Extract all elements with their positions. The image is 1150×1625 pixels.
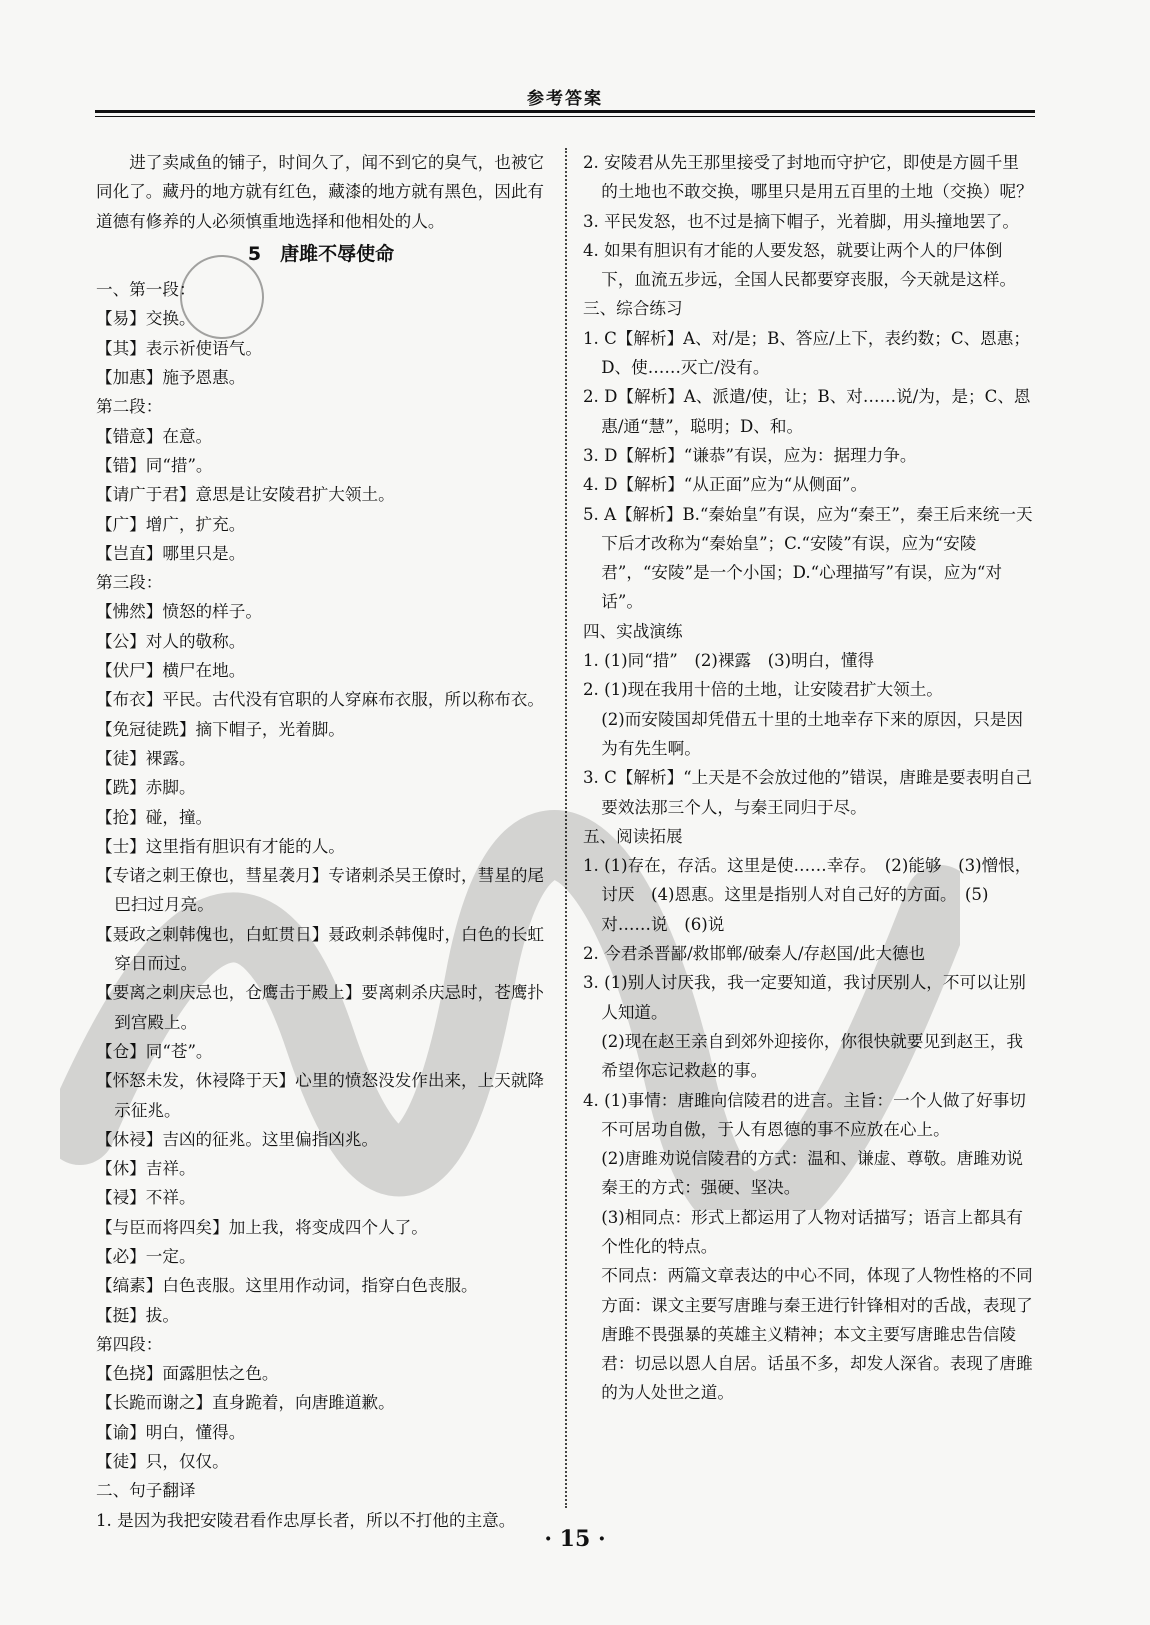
left-paragraph: 第四段： bbox=[96, 1334, 163, 1354]
left-paragraph: 【徒】只，仅仅。 bbox=[96, 1452, 229, 1472]
left-paragraph: 二、句子翻译 bbox=[96, 1481, 196, 1501]
left-paragraph: 【错意】在意。 bbox=[96, 426, 213, 446]
left-paragraph: 【广】增广，扩充。 bbox=[96, 514, 246, 534]
right-paragraph: 2. 今君杀晋鄙/救邯郸/破秦人/存赵国/此大德也 bbox=[583, 944, 926, 964]
left-paragraph: 【怀怒未发，休祲降于天】心里的愤怒没发作出来，上天就降示征兆。 bbox=[96, 1071, 545, 1120]
left-paragraph: 【抢】碰，撞。 bbox=[96, 807, 213, 827]
page-number: · 15 · bbox=[544, 1526, 606, 1552]
left-paragraph: 【伏尸】横尸在地。 bbox=[96, 661, 246, 681]
page-header bbox=[95, 78, 1035, 120]
right-paragraph: 2. D【解析】A、派遣/使，让；B、对……说/为，是；C、恩惠/通“慧”，聪明；D、和。 bbox=[583, 387, 1031, 436]
right-paragraph: 1. (1)同“措” (2)裸露 (3)明白，懂得 bbox=[583, 651, 875, 671]
right-paragraph: 4. 如果有胆识有才能的人要发怒，就要让两个人的尸体倒下，血流五步远，全国人民都要穿丧服，今天就是这样。 bbox=[583, 240, 1017, 290]
left-paragraph: 进了卖咸鱼的铺子，时间久了，闻不到它的臭气，也被它同化了。藏丹的地方就有红色，藏漆的地方就有黑色，因此有道德有修养的人必须慎重地选择和他相处的人。 bbox=[96, 153, 545, 231]
right-paragraph: 3. C【解析】“上天是不会放过他的”错误，唐雎是要表明自己要效法那三个人，与秦王同归于尽。 bbox=[583, 768, 1033, 817]
watermark-graphic bbox=[60, 780, 960, 1210]
left-paragraph: 【长跪而谢之】直身跪着，向唐雎道歉。 bbox=[96, 1393, 395, 1413]
left-paragraph: 【易】交换。 bbox=[96, 309, 196, 329]
left-paragraph: 【怫然】愤怒的样子。 bbox=[96, 602, 262, 622]
left-paragraph: 【聂政之刺韩傀也，白虹贯日】聂政刺杀韩傀时，白色的长虹穿日而过。 bbox=[96, 924, 545, 974]
left-paragraph: 第二段： bbox=[96, 397, 163, 417]
left-paragraph: 【色挠】面露胆怯之色。 bbox=[96, 1364, 279, 1384]
left-paragraph: 【请广于君】意思是让安陵君扩大领土。 bbox=[96, 485, 395, 505]
left-paragraph: 【专诸之刺王僚也，彗星袭月】专诸刺杀吴王僚时，彗星的尾巴扫过月亮。 bbox=[96, 866, 545, 915]
left-paragraph: 【岂直】哪里只是。 bbox=[96, 543, 246, 563]
header-rule-thin bbox=[95, 116, 1035, 117]
right-paragraph: 3. D【解析】“谦恭”有误，应为：据理力争。 bbox=[583, 445, 917, 465]
right-paragraph: 不同点：两篇文章表达的中心不同，体现了人物性格的不同方面：课文主要写唐雎与秦王进行针锋相对的舌战，表现了唐雎不畏强暴的英雄主义精神；本文主要写唐雎忠告信陵君：切忌以恩人自居。话虽不多，却发人深省。表现了唐雎的为人处世之道。 bbox=[601, 1266, 1033, 1403]
left-paragraph: 一、第一段： bbox=[96, 280, 196, 300]
left-paragraph: 【缟素】白色丧服。这里用作动词，指穿白色丧服。 bbox=[96, 1276, 478, 1296]
right-paragraph: 1. C【解析】A、对/是；B、答应/上下，表约数；C、恩惠；D、使……灭亡/没有。 bbox=[583, 328, 1030, 378]
right-paragraph: 3. (1)别人讨厌我，我一定要知道，我讨厌别人，不可以让别人知道。 bbox=[583, 973, 1026, 1022]
right-paragraph: 3. 平民发怒，也不过是摘下帽子，光着脚，用头撞地罢了。 bbox=[583, 211, 1019, 231]
right-paragraph: 5. A【解析】B.“秦始皇”有误，应为“秦王”，秦王后来统一天下后才改称为“秦始皇”；C.“安陵”有误，应为“安陵君”，“安陵”是一个小国；D.“心理描写”有误，应为“对话”。 bbox=[583, 504, 1033, 612]
right-paragraph: 五、阅读拓展 bbox=[583, 826, 683, 846]
left-paragraph: 【仓】同“苍”。 bbox=[96, 1041, 213, 1061]
right-paragraph: 4. (1)事情：唐雎向信陵君的进言。主旨：一个人做了好事切不可居功自傲，于人有恩德的事不应放在心上。 bbox=[583, 1090, 1026, 1139]
right-column bbox=[583, 148, 1035, 1408]
right-paragraph: 2. 安陵君从先王那里接受了封地而守护它，即使是方圆千里的土地也不敢交换，哪里只是用五百里的土地（交换）呢？ bbox=[583, 153, 1033, 202]
left-paragraph: 【加惠】施予恩惠。 bbox=[96, 368, 246, 388]
left-paragraph: 1. 是因为我把安陵君看作忠厚长者，所以不打他的主意。 bbox=[96, 1510, 516, 1530]
section-title: 5 唐雎不辱使命 bbox=[247, 242, 395, 265]
left-paragraph: 【其】表示祈使语气。 bbox=[96, 338, 262, 358]
header-title: 参考答案 bbox=[527, 89, 603, 109]
left-paragraph: 【与臣而将四矣】加上我，将变成四个人了。 bbox=[96, 1217, 428, 1237]
left-paragraph: 【跣】赤脚。 bbox=[96, 778, 196, 798]
left-paragraph: 【谕】明白，懂得。 bbox=[96, 1422, 246, 1442]
right-paragraph: 2. (1)现在我用十倍的土地，让安陵君扩大领土。 bbox=[583, 680, 943, 700]
left-paragraph: 【休】吉祥。 bbox=[96, 1159, 196, 1179]
left-paragraph: 【要离之刺庆忌也，仓鹰击于殿上】要离刺杀庆忌时，苍鹰扑到宫殿上。 bbox=[96, 983, 545, 1032]
right-paragraph: (2)唐雎劝说信陵君的方式：温和、谦虚、尊敬。唐雎劝说秦王的方式：强硬、坚决。 bbox=[601, 1149, 1024, 1198]
right-paragraph: 4. D【解析】“从正面”应为“从侧面”。 bbox=[583, 475, 868, 495]
left-paragraph: 【免冠徒跣】摘下帽子，光着脚。 bbox=[96, 719, 345, 739]
right-paragraph: 1. (1)存在，存活。这里是使……幸存。 (2)能够 (3)憎恨，讨厌 (4)恩惠。这里是指别人对自己好的方面。 (5)对……说 (6)说 bbox=[583, 856, 1032, 934]
left-paragraph: 【错】同“措”。 bbox=[96, 455, 213, 475]
left-paragraph: 【徒】裸露。 bbox=[96, 748, 196, 768]
right-paragraph: (2)现在赵王亲自到郊外迎接你，你很快就要见到赵王，我希望你忘记救赵的事。 bbox=[601, 1031, 1024, 1081]
left-paragraph: 【布衣】平民。古代没有官职的人穿麻布衣服，所以称布衣。 bbox=[96, 690, 545, 710]
left-paragraph: 【公】对人的敬称。 bbox=[96, 631, 246, 651]
right-paragraph: 三、综合练习 bbox=[583, 299, 683, 319]
right-paragraph: 四、实战演练 bbox=[583, 621, 683, 641]
left-paragraph: 【挺】拔。 bbox=[96, 1305, 179, 1325]
left-paragraph: 【祲】不祥。 bbox=[96, 1188, 196, 1208]
header-rule-thick bbox=[95, 110, 1035, 113]
left-paragraph: 【必】一定。 bbox=[96, 1246, 196, 1266]
left-paragraph: 【休祲】吉凶的征兆。这里偏指凶兆。 bbox=[96, 1129, 379, 1149]
left-paragraph: 第三段： bbox=[96, 573, 163, 593]
right-paragraph: (3)相同点：形式上都运用了人物对话描写；语言上都具有个性化的特点。 bbox=[601, 1207, 1024, 1256]
right-paragraph: (2)而安陵国却凭借五十里的土地幸存下来的原因，只是因为有先生啊。 bbox=[601, 709, 1024, 758]
left-paragraph: 【士】这里指有胆识有才能的人。 bbox=[96, 836, 345, 856]
